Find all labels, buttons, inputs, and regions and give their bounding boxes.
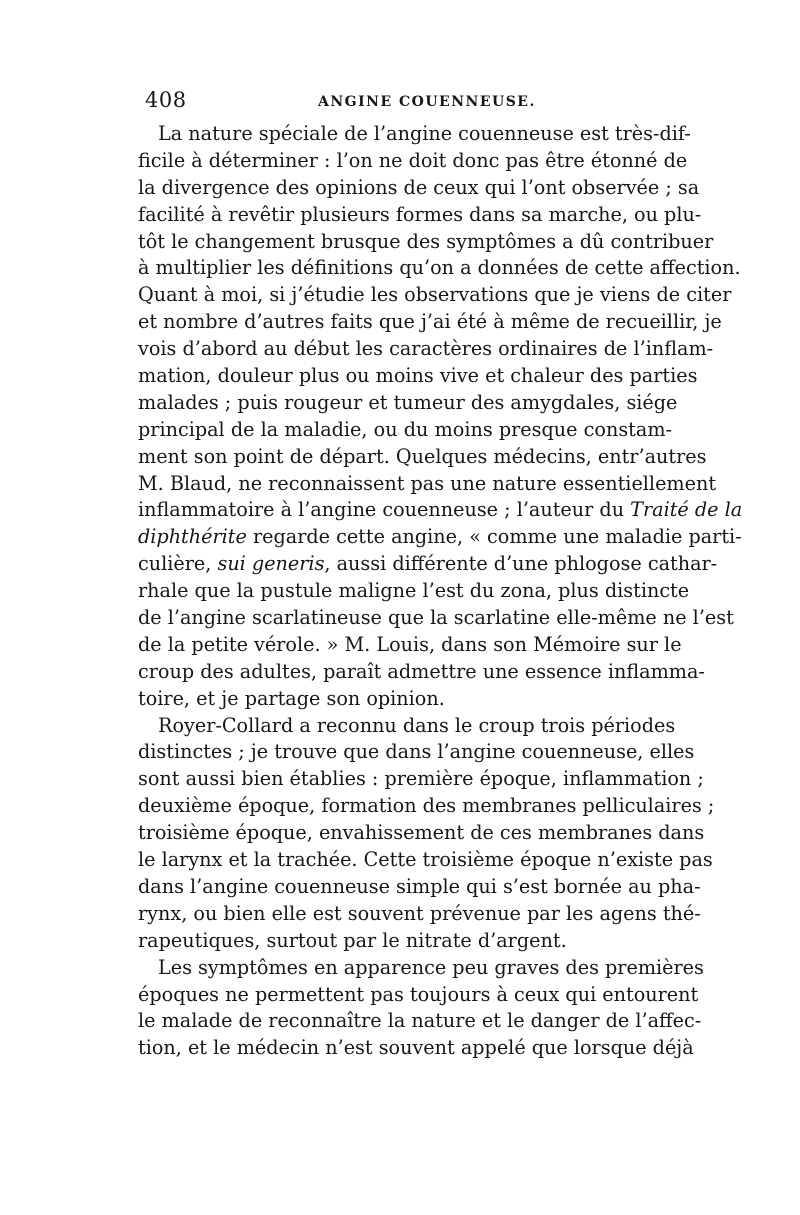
text-line: la divergence des opinions de ceux qui l’ont observée ; sa [138, 175, 700, 199]
book-title-italic: Traité de la [630, 498, 743, 522]
text-line: et nombre d’autres faits que j’ai été à même de recueillir, je [138, 310, 722, 334]
text-line: facilité à revêtir plusieurs formes dans sa marche, ou plu- [138, 202, 702, 226]
text-line: rynx, ou bien elle est souvent prévenue par les agens thé- [138, 901, 701, 925]
text-line [138, 497, 743, 524]
text-segment: culière, [138, 552, 218, 576]
text-line: vois d’abord au début les caractères ordinaires de l’inflam- [138, 337, 714, 361]
text-line [138, 524, 742, 551]
text-line: toire, et je partage son opinion. [138, 686, 445, 710]
text-line: de la petite vérole. » M. Louis, dans son Mémoire sur le [138, 632, 682, 656]
book-title-italic: diphthérite [138, 525, 247, 549]
text-line [138, 551, 718, 578]
text-line: rhale que la pustule maligne l’est du zona, plus distincte [138, 579, 690, 603]
text-line: croup des adultes, paraît admettre une essence inflamma- [138, 659, 705, 683]
latin-term-italic: sui generis [217, 552, 325, 576]
text-line: le malade de reconnaître la nature et le danger de l’affec- [138, 1009, 702, 1033]
text-line: distinctes ; je trouve que dans l’angine couenneuse, elles [138, 740, 695, 764]
text-line: tôt le changement brusque des symptômes a dû contribuer [138, 229, 714, 253]
body-text [138, 121, 743, 1062]
text-line: époques ne permettent pas toujours à ceux qui entourent [138, 982, 699, 1006]
text-segment: regarde cette angine, « comme une maladie parti- [246, 525, 742, 549]
text-line: M. Blaud, ne reconnaissent pas une nature essentiellement [138, 471, 717, 495]
text-line: principal de la maladie, ou du moins presque constam- [138, 417, 672, 441]
text-line: La nature spéciale de l’angine couenneuse est très-dif- [158, 122, 691, 145]
text-line: troisième époque, envahissement de ces membranes dans [138, 821, 705, 845]
text-line: ment son point de départ. Quelques médecins, entr’autres [138, 444, 707, 468]
text-segment: , aussi différente d’une phlogose cathar- [324, 552, 718, 576]
text-line: mation, douleur plus ou moins vive et chaleur des parties [138, 364, 698, 388]
text-line: deuxième époque, formation des membranes pelliculaires ; [138, 794, 715, 818]
text-line: ficile à déterminer : l’on ne doit donc pas être étonné de [138, 148, 688, 172]
text-line: sont aussi bien établies : première époque, inflammation ; [138, 767, 704, 791]
text-line: malades ; puis rougeur et tumeur des amygdales, siége [138, 390, 678, 414]
text-line: Royer-Collard a reconnu dans le croup trois périodes [158, 713, 676, 737]
text-segment: inflammatoire à l’angine couenneuse ; l’auteur du [138, 498, 631, 522]
text-line: tion, et le médecin n’est souvent appelé que lorsque déjà [138, 1036, 694, 1060]
running-title: ANGINE COUENNEUSE. [318, 94, 536, 110]
page-number: 408 [145, 88, 187, 112]
text-line: Quant à moi, si j’étudie les observations que je viens de citer [138, 283, 732, 307]
text-line: de l’angine scarlatineuse que la scarlatine elle-même ne l’est [138, 606, 734, 630]
text-line: rapeutiques, surtout par le nitrate d’argent. [138, 928, 567, 952]
text-line: le larynx et la trachée. Cette troisième époque n’existe pas [138, 848, 713, 872]
text-line: à multiplier les définitions qu’on a données de cette affection. [138, 256, 741, 280]
text-line: Les symptômes en apparence peu graves des premières [158, 955, 704, 979]
text-line: dans l’angine couenneuse simple qui s’est bornée au pha- [138, 874, 701, 898]
